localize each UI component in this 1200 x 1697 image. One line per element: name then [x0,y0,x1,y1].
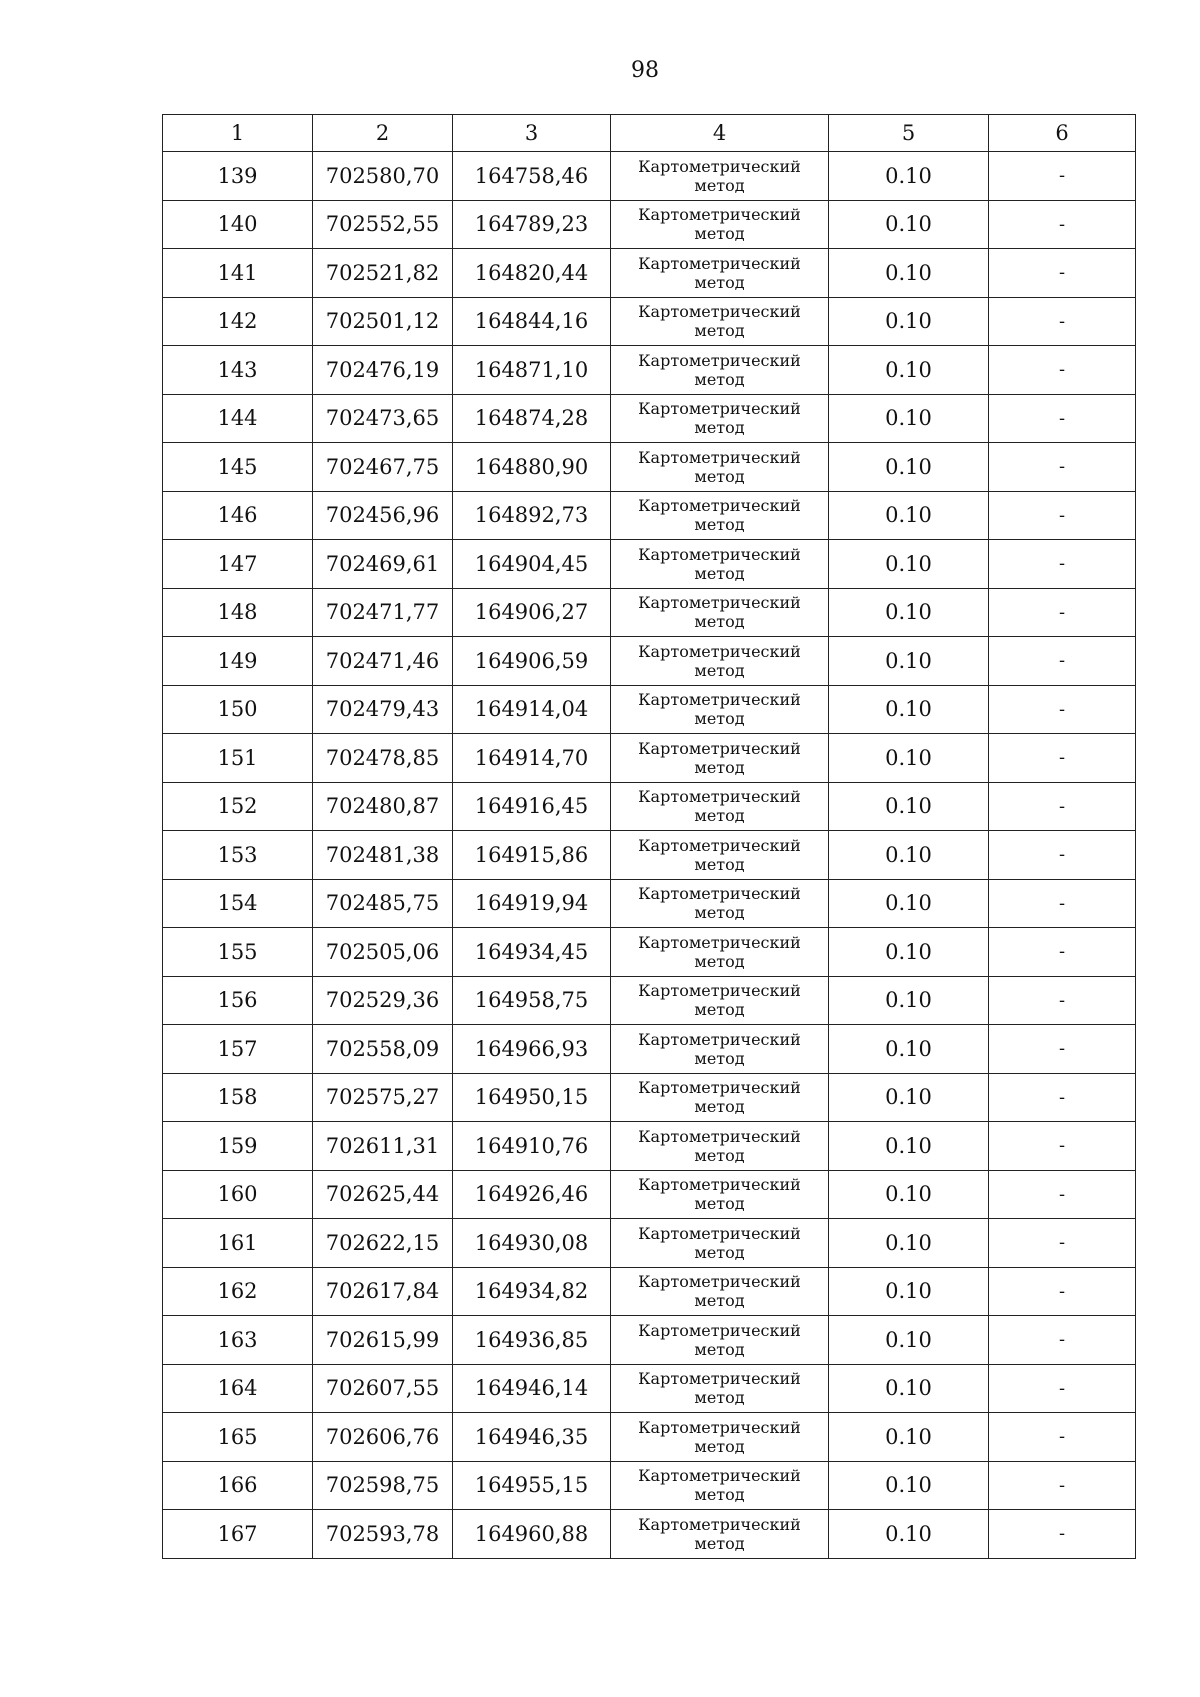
method-line-1: Картометрический [638,1466,801,1486]
note-cell: - [989,394,1136,443]
method-line-1: Картометрический [638,690,801,710]
note-cell: - [989,1073,1136,1122]
coordinate-y-cell: 164919,94 [453,879,611,928]
coordinate-x-cell: 702485,75 [313,879,453,928]
coordinate-x-cell: 702617,84 [313,1267,453,1316]
method-line-2: метод [694,224,745,244]
coordinate-y-cell: 164916,45 [453,782,611,831]
coordinate-y-cell: 164915,86 [453,831,611,880]
table-row [163,588,1136,637]
method-cell [611,1219,829,1268]
coordinates-table [162,114,1136,1559]
table-row [163,1219,1136,1268]
method-line-2: метод [694,1388,745,1408]
coordinate-x-cell: 702476,19 [313,346,453,395]
coordinate-y-cell: 164820,44 [453,249,611,298]
method-line-2: метод [694,272,745,292]
method-line-2: метод [694,369,745,389]
point-number-cell: 156 [163,976,313,1025]
method-line-1: Картометрический [638,641,801,661]
coordinate-y-cell: 164914,70 [453,734,611,783]
column-header-3: 3 [453,115,611,152]
method-line-1: Картометрический [638,738,801,758]
point-number-cell: 162 [163,1267,313,1316]
point-number-cell: 145 [163,443,313,492]
table-row [163,685,1136,734]
point-number-cell: 158 [163,1073,313,1122]
method-line-2: метод [694,175,745,195]
accuracy-cell: 0.10 [829,249,989,298]
method-cell [611,249,829,298]
method-line-2: метод [694,903,745,923]
note-cell: - [989,346,1136,395]
method-cell [611,1413,829,1462]
method-line-2: метод [694,757,745,777]
coordinate-x-cell: 702521,82 [313,249,453,298]
note-cell: - [989,976,1136,1025]
method-cell [611,976,829,1025]
method-line-2: метод [694,515,745,535]
method-cell [611,297,829,346]
column-header-1: 1 [163,115,313,152]
note-cell: - [989,443,1136,492]
coordinate-y-cell: 164880,90 [453,443,611,492]
coordinate-x-cell: 702598,75 [313,1461,453,1510]
method-cell [611,346,829,395]
method-line-2: метод [694,951,745,971]
method-cell [611,1122,829,1171]
coordinate-x-cell: 702471,46 [313,637,453,686]
coordinate-y-cell: 164930,08 [453,1219,611,1268]
table-row [163,1073,1136,1122]
point-number-cell: 151 [163,734,313,783]
method-cell [611,734,829,783]
coordinate-x-cell: 702625,44 [313,1170,453,1219]
method-line-2: метод [694,1242,745,1262]
accuracy-cell: 0.10 [829,394,989,443]
table-row [163,152,1136,201]
table-body [163,152,1136,1559]
coordinate-y-cell: 164955,15 [453,1461,611,1510]
note-cell: - [989,200,1136,249]
method-line-2: метод [694,1000,745,1020]
point-number-cell: 160 [163,1170,313,1219]
method-cell [611,1461,829,1510]
table-row [163,1461,1136,1510]
table-row [163,1122,1136,1171]
point-number-cell: 154 [163,879,313,928]
point-number-cell: 141 [163,249,313,298]
coordinate-x-cell: 702456,96 [313,491,453,540]
note-cell: - [989,1025,1136,1074]
note-cell: - [989,491,1136,540]
method-line-2: метод [694,1533,745,1553]
point-number-cell: 157 [163,1025,313,1074]
method-line-1: Картометрический [638,787,801,807]
accuracy-cell: 0.10 [829,1122,989,1171]
method-line-2: метод [694,1339,745,1359]
note-cell: - [989,1267,1136,1316]
method-cell [611,491,829,540]
table-row [163,1364,1136,1413]
method-line-1: Картометрический [638,1175,801,1195]
coordinate-x-cell: 702615,99 [313,1316,453,1365]
method-cell [611,637,829,686]
method-line-1: Картометрический [638,1514,801,1534]
coordinate-y-cell: 164789,23 [453,200,611,249]
table-row [163,443,1136,492]
point-number-cell: 165 [163,1413,313,1462]
coordinate-x-cell: 702611,31 [313,1122,453,1171]
coordinate-x-cell: 702606,76 [313,1413,453,1462]
method-cell [611,879,829,928]
point-number-cell: 161 [163,1219,313,1268]
note-cell: - [989,928,1136,977]
note-cell: - [989,1219,1136,1268]
method-cell [611,1316,829,1365]
note-cell: - [989,249,1136,298]
point-number-cell: 150 [163,685,313,734]
column-header-5: 5 [829,115,989,152]
method-line-2: метод [694,854,745,874]
note-cell: - [989,152,1136,201]
accuracy-cell: 0.10 [829,879,989,928]
coordinate-y-cell: 164892,73 [453,491,611,540]
method-line-1: Картометрический [638,253,801,273]
method-line-1: Картометрический [638,544,801,564]
table-row [163,976,1136,1025]
accuracy-cell: 0.10 [829,1267,989,1316]
point-number-cell: 153 [163,831,313,880]
accuracy-cell: 0.10 [829,1219,989,1268]
method-line-1: Картометрический [638,593,801,613]
coordinate-y-cell: 164936,85 [453,1316,611,1365]
note-cell: - [989,1122,1136,1171]
coordinate-y-cell: 164758,46 [453,152,611,201]
note-cell: - [989,879,1136,928]
column-header-6: 6 [989,115,1136,152]
method-line-2: метод [694,709,745,729]
coordinate-y-cell: 164904,45 [453,540,611,589]
table-row [163,1170,1136,1219]
method-cell [611,685,829,734]
method-line-1: Картометрический [638,205,801,225]
method-line-2: метод [694,806,745,826]
method-line-2: метод [694,1291,745,1311]
table-row [163,734,1136,783]
table-row [163,831,1136,880]
method-cell [611,1364,829,1413]
table-row [163,394,1136,443]
method-cell [611,152,829,201]
note-cell: - [989,1364,1136,1413]
note-cell: - [989,1461,1136,1510]
table-row [163,782,1136,831]
point-number-cell: 166 [163,1461,313,1510]
note-cell: - [989,831,1136,880]
accuracy-cell: 0.10 [829,1316,989,1365]
note-cell: - [989,637,1136,686]
accuracy-cell: 0.10 [829,443,989,492]
table-header-row [163,115,1136,152]
coordinate-x-cell: 702552,55 [313,200,453,249]
coordinate-x-cell: 702501,12 [313,297,453,346]
method-cell [611,928,829,977]
coordinate-y-cell: 164844,16 [453,297,611,346]
method-line-2: метод [694,612,745,632]
accuracy-cell: 0.10 [829,346,989,395]
column-header-4: 4 [611,115,829,152]
coordinate-y-cell: 164958,75 [453,976,611,1025]
note-cell: - [989,1316,1136,1365]
coordinate-x-cell: 702607,55 [313,1364,453,1413]
coordinate-x-cell: 702575,27 [313,1073,453,1122]
coordinate-x-cell: 702467,75 [313,443,453,492]
point-number-cell: 139 [163,152,313,201]
method-line-2: метод [694,660,745,680]
note-cell: - [989,588,1136,637]
accuracy-cell: 0.10 [829,1073,989,1122]
method-cell [611,1510,829,1559]
coordinate-x-cell: 702469,61 [313,540,453,589]
accuracy-cell: 0.10 [829,1413,989,1462]
table-row [163,879,1136,928]
coordinate-x-cell: 702580,70 [313,152,453,201]
table-row [163,297,1136,346]
table-row [163,1316,1136,1365]
method-line-1: Картометрический [638,1126,801,1146]
coordinate-y-cell: 164874,28 [453,394,611,443]
coordinate-x-cell: 702478,85 [313,734,453,783]
table-row [163,346,1136,395]
coordinate-y-cell: 164914,04 [453,685,611,734]
point-number-cell: 163 [163,1316,313,1365]
method-cell [611,1073,829,1122]
method-line-2: метод [694,1194,745,1214]
table-row [163,540,1136,589]
point-number-cell: 142 [163,297,313,346]
accuracy-cell: 0.10 [829,685,989,734]
coordinate-x-cell: 702505,06 [313,928,453,977]
coordinate-y-cell: 164960,88 [453,1510,611,1559]
method-line-1: Картометрический [638,302,801,322]
accuracy-cell: 0.10 [829,540,989,589]
method-cell [611,782,829,831]
method-line-2: метод [694,563,745,583]
coordinate-y-cell: 164934,82 [453,1267,611,1316]
table-row [163,928,1136,977]
method-line-1: Картометрический [638,447,801,467]
coordinate-y-cell: 164871,10 [453,346,611,395]
coordinate-y-cell: 164950,15 [453,1073,611,1122]
method-line-2: метод [694,1436,745,1456]
method-cell [611,1170,829,1219]
point-number-cell: 149 [163,637,313,686]
method-line-1: Картометрический [638,835,801,855]
accuracy-cell: 0.10 [829,588,989,637]
method-cell [611,1025,829,1074]
note-cell: - [989,1510,1136,1559]
table-row [163,1025,1136,1074]
point-number-cell: 155 [163,928,313,977]
accuracy-cell: 0.10 [829,1025,989,1074]
method-line-2: метод [694,466,745,486]
accuracy-cell: 0.10 [829,831,989,880]
coordinate-x-cell: 702558,09 [313,1025,453,1074]
accuracy-cell: 0.10 [829,1364,989,1413]
coordinate-y-cell: 164966,93 [453,1025,611,1074]
method-line-1: Картометрический [638,1320,801,1340]
accuracy-cell: 0.10 [829,782,989,831]
coordinate-x-cell: 702622,15 [313,1219,453,1268]
method-line-1: Картометрический [638,1223,801,1243]
method-cell [611,540,829,589]
coordinate-y-cell: 164906,27 [453,588,611,637]
point-number-cell: 148 [163,588,313,637]
method-line-1: Картометрический [638,932,801,952]
method-line-2: метод [694,1097,745,1117]
point-number-cell: 147 [163,540,313,589]
table-row [163,249,1136,298]
method-line-1: Картометрический [638,1369,801,1389]
method-line-1: Картометрический [638,1272,801,1292]
accuracy-cell: 0.10 [829,637,989,686]
note-cell: - [989,734,1136,783]
method-line-1: Картометрический [638,1029,801,1049]
coordinate-x-cell: 702480,87 [313,782,453,831]
note-cell: - [989,297,1136,346]
method-cell [611,394,829,443]
method-line-1: Картометрический [638,496,801,516]
point-number-cell: 164 [163,1364,313,1413]
method-line-1: Картометрический [638,1078,801,1098]
coordinate-x-cell: 702593,78 [313,1510,453,1559]
method-cell [611,443,829,492]
coordinate-y-cell: 164946,14 [453,1364,611,1413]
accuracy-cell: 0.10 [829,1170,989,1219]
accuracy-cell: 0.10 [829,200,989,249]
note-cell: - [989,1170,1136,1219]
accuracy-cell: 0.10 [829,152,989,201]
accuracy-cell: 0.10 [829,976,989,1025]
method-line-2: метод [694,321,745,341]
method-line-1: Картометрический [638,156,801,176]
coordinate-x-cell: 702529,36 [313,976,453,1025]
coordinate-y-cell: 164926,46 [453,1170,611,1219]
table-row [163,637,1136,686]
point-number-cell: 143 [163,346,313,395]
note-cell: - [989,685,1136,734]
method-line-1: Картометрический [638,1417,801,1437]
method-cell [611,588,829,637]
point-number-cell: 144 [163,394,313,443]
method-line-2: метод [694,1485,745,1505]
method-cell [611,1267,829,1316]
coordinate-x-cell: 702479,43 [313,685,453,734]
coordinate-y-cell: 164934,45 [453,928,611,977]
note-cell: - [989,1413,1136,1462]
point-number-cell: 167 [163,1510,313,1559]
method-cell [611,200,829,249]
coordinate-y-cell: 164910,76 [453,1122,611,1171]
point-number-cell: 152 [163,782,313,831]
method-line-2: метод [694,1145,745,1165]
table-row [163,1413,1136,1462]
method-line-1: Картометрический [638,884,801,904]
method-line-1: Картометрический [638,981,801,1001]
table-row [163,200,1136,249]
coordinate-x-cell: 702481,38 [313,831,453,880]
method-line-1: Картометрический [638,399,801,419]
note-cell: - [989,540,1136,589]
method-line-2: метод [694,1048,745,1068]
accuracy-cell: 0.10 [829,734,989,783]
method-cell [611,831,829,880]
accuracy-cell: 0.10 [829,491,989,540]
table-row [163,1267,1136,1316]
accuracy-cell: 0.10 [829,1510,989,1559]
coordinate-x-cell: 702473,65 [313,394,453,443]
table-row [163,1510,1136,1559]
coordinate-y-cell: 164906,59 [453,637,611,686]
method-line-1: Картометрический [638,350,801,370]
table-row [163,491,1136,540]
point-number-cell: 146 [163,491,313,540]
accuracy-cell: 0.10 [829,1461,989,1510]
accuracy-cell: 0.10 [829,297,989,346]
column-header-2: 2 [313,115,453,152]
note-cell: - [989,782,1136,831]
coordinate-x-cell: 702471,77 [313,588,453,637]
page-number: 98 [631,58,659,83]
accuracy-cell: 0.10 [829,928,989,977]
method-line-2: метод [694,418,745,438]
coordinate-y-cell: 164946,35 [453,1413,611,1462]
point-number-cell: 159 [163,1122,313,1171]
point-number-cell: 140 [163,200,313,249]
